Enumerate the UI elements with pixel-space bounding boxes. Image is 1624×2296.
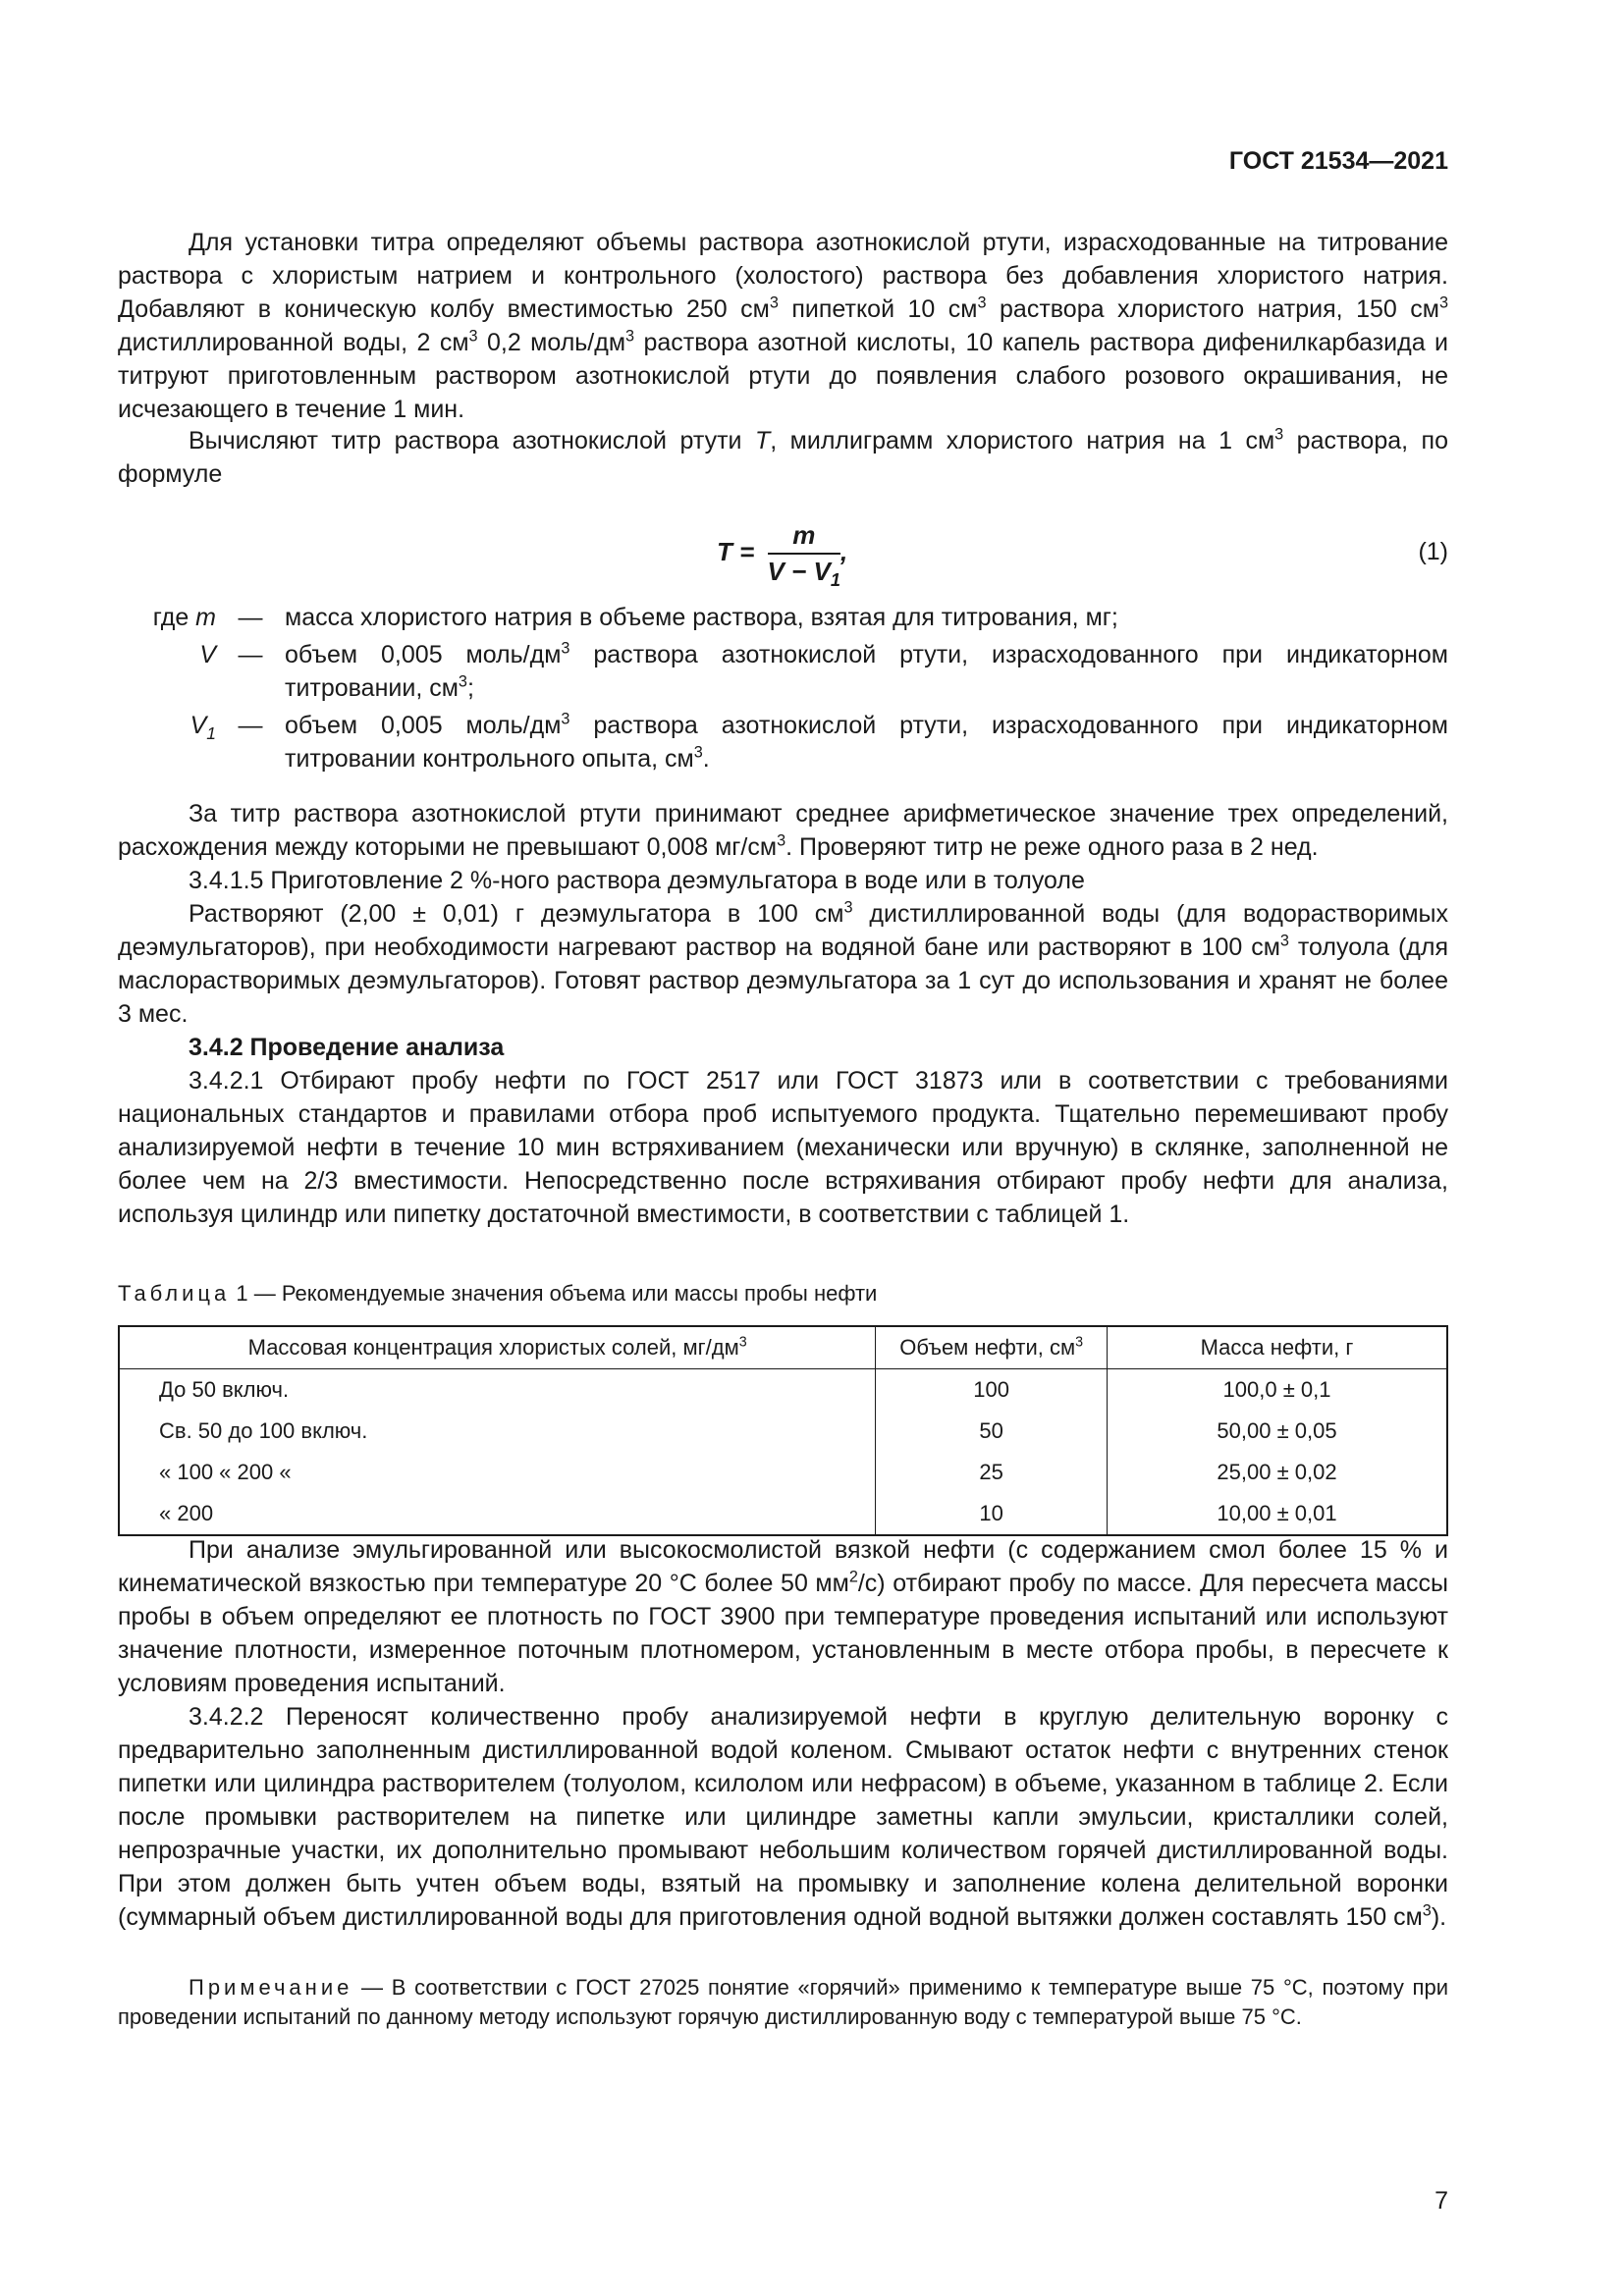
paragraph-titer-setup: Для установки титра определяют объемы раствора азотнокислой ртути, израсходованные на титрование раствора с хлористым натрием и контрольного (холостого) раствора без добавления хлористого натрия. Добавляют в коническую колбу вместимостью 250 $см^3$ пипеткой 10 $см^3$ раствора хлористого натрия, 150 $см^3$ дистиллированной воды, 2 $см^3$ 0,2 моль/$дм^3$ раствора азотной кислоты, 10 капель раствора дифенилкарбазида и титруют приготовленным раствором азотнокислой ртути до появления слабого розового окрашивания, не исчезающего в течение 1 мин. <box>118 229 1449 423</box>
paragraph-3-4-2-2: 3.4.2.2 Переносят количественно пробу анализируемой нефти в круглую делительную воронку с предварительно заполненным дистиллированной водой коленом. Смывают остаток нефти с внутренних стенок пипетки или цилиндра растворителем (толуолом, ксилолом или нефрасом) в объеме, указанном в таблице 2. Если после промывки растворителем на пипетке или цилиндре заметны капли эмульсии, кристаллики солей, непрозрачные участки, их дополнительно промывают небольшим количеством горячей дистиллированной воды. При этом должен быть учтен объем воды, взятый на промывку и заполнение колена делительной воронки (суммарный объем дистиллированной воды для приготовления одной водной вытяжки должен составлять 150 $см^3$). <box>118 1703 1448 1931</box>
table-cell-volume: 10 <box>876 1493 1108 1535</box>
paragraph-viscous-oil: При анализе эмульгированной или высокосмолистой вязкой нефти (с содержанием смол более 15 % и кинематической вязкостью при температуре 20 °С более 50 $мм^2/с$) отбирают пробу по массе. Для пересчета массы пробы в объем определяют ее плотность по ГОСТ 3900 при температуре проведения испытаний или используют значение плотности, измеренное поточным плотномером, установленным в месте отбора пробы, в пересчете к условиям проведения испытаний. <box>118 1536 1448 1697</box>
section-3-4-2-continued <box>118 1533 1448 1934</box>
table-cell-concentration: Св. 50 до 100 включ. <box>119 1411 876 1452</box>
paragraph-sampling: 3.4.2.1 Отбирают пробу нефти по ГОСТ 2517 или ГОСТ 31873 или в соответствии с требованиями национальных стандартов и правилами отбора проб испытуемого продукта. Тщательно перемешивают пробу анализируемой нефти в течение 10 мин встряхиванием (механически или вручную) в склянке, заполненной не более чем на 2/3 вместимости. Непосредственно после встряхивания отбирают пробу нефти для анализа, используя цилиндр или пипетку достаточной вместимости, в соответствии с таблицей 1. <box>118 1067 1448 1228</box>
paragraph-demulsifier: Растворяют (2,00 ± 0,01) г деэмульгатора в 100 $см^3$ дистиллированной воды (для водорастворимых деэмульгаторов), при необходимости нагревают раствор на водяной бане или растворяют в 100 $см^3$ толуола (для маслорастворимых деэмульгаторов). Готовят раствор деэмульгатора за 1 сут до использования и хранят не более 3 мес. <box>118 898 1448 1028</box>
legend-row-m: где m — масса хлористого натрия в объеме раствора, взятая для титрования, мг; <box>152 604 1118 631</box>
subsection-heading-3-4-1-5: 3.4.1.5 Приготовление 2 %-ного раствора деэмульгатора в воде или в толуоле <box>189 867 1085 894</box>
table-cell-mass: 25,00 ± 0,02 <box>1108 1452 1448 1493</box>
table-cell-concentration: « 100 « 200 « <box>119 1452 876 1493</box>
formula-legend <box>118 601 1448 779</box>
table-cell-volume: 25 <box>876 1452 1108 1493</box>
table-header-mass: Масса нефти, г <box>1108 1326 1448 1369</box>
table-1 <box>118 1325 1448 1536</box>
table-header-row <box>119 1326 1447 1369</box>
formula-number: (1) <box>1418 538 1448 565</box>
formula-denominator: $V - V_1$ <box>767 557 840 591</box>
formula-numerator: m <box>768 520 840 555</box>
paragraph-titer-calc: Вычисляют титр раствора азотнокислой ртути T, миллиграмм хлористого натрия на 1 $см^3$ раствора, по формуле <box>118 425 1448 488</box>
table-cell-mass: 100,0 ± 0,1 <box>1108 1369 1448 1412</box>
table-header-volume: Объем нефти, $см^3$ <box>876 1326 1108 1369</box>
document-header-standard-number: ГОСТ 21534—2021 <box>1228 147 1448 175</box>
page-number: 7 <box>1435 2187 1448 2215</box>
section-3-4-1-5 <box>118 797 1448 1231</box>
section-heading-3-4-2: 3.4.2 Проведение анализа <box>189 1034 505 1061</box>
legend-row-v: V — объем 0,005 моль/$дм^3$ раствора азотнокислой ртути, израсходованного при индикаторном титровании, $см^3$; <box>199 639 1448 702</box>
table-cell-volume: 100 <box>876 1369 1108 1412</box>
formula-1: T = $\frac{m}{V - V_1}$ , <box>717 520 848 591</box>
table-cell-volume: 50 <box>876 1411 1108 1452</box>
table-cell-concentration: « 200 <box>119 1493 876 1535</box>
table-cell-concentration: До 50 включ. <box>119 1369 876 1412</box>
table-cell-mass: 10,00 ± 0,01 <box>1108 1493 1448 1535</box>
table-row <box>119 1411 1447 1452</box>
table-1-caption: Таблица 1 — Рекомендуемые значения объема или массы пробы нефти <box>118 1281 878 1306</box>
note: Примечание — В соответствии с ГОСТ 27025 понятие «горячий» применимо к температуре выше 75 °С, поэтому при проведении испытаний по данному методу используют горячую дистиллированную воду с температурой выше 75 °С. <box>118 1975 1448 2029</box>
table-row <box>119 1452 1447 1493</box>
table-header-concentration: Массовая концентрация хлористых солей, $мг/дм^3$ <box>119 1326 876 1369</box>
paragraph-titer-average: За титр раствора азотнокислой ртути принимают среднее арифметическое значение трех определений, расхождения между которыми не превышают 0,008 $мг/см^3$. Проверяют титр не реже одного раза в 2 нед. <box>118 800 1448 861</box>
note-label: Примечание <box>189 1975 353 2000</box>
table-row <box>119 1369 1447 1412</box>
legend-row-v1: $V_1$ — объем 0,005 моль/$дм^3$ раствора азотнокислой ртути, израсходованного при индикаторном титровании контрольного опыта, $см^3$. <box>189 710 1448 773</box>
table-cell-mass: 50,00 ± 0,05 <box>1108 1411 1448 1452</box>
table-row <box>119 1493 1447 1535</box>
